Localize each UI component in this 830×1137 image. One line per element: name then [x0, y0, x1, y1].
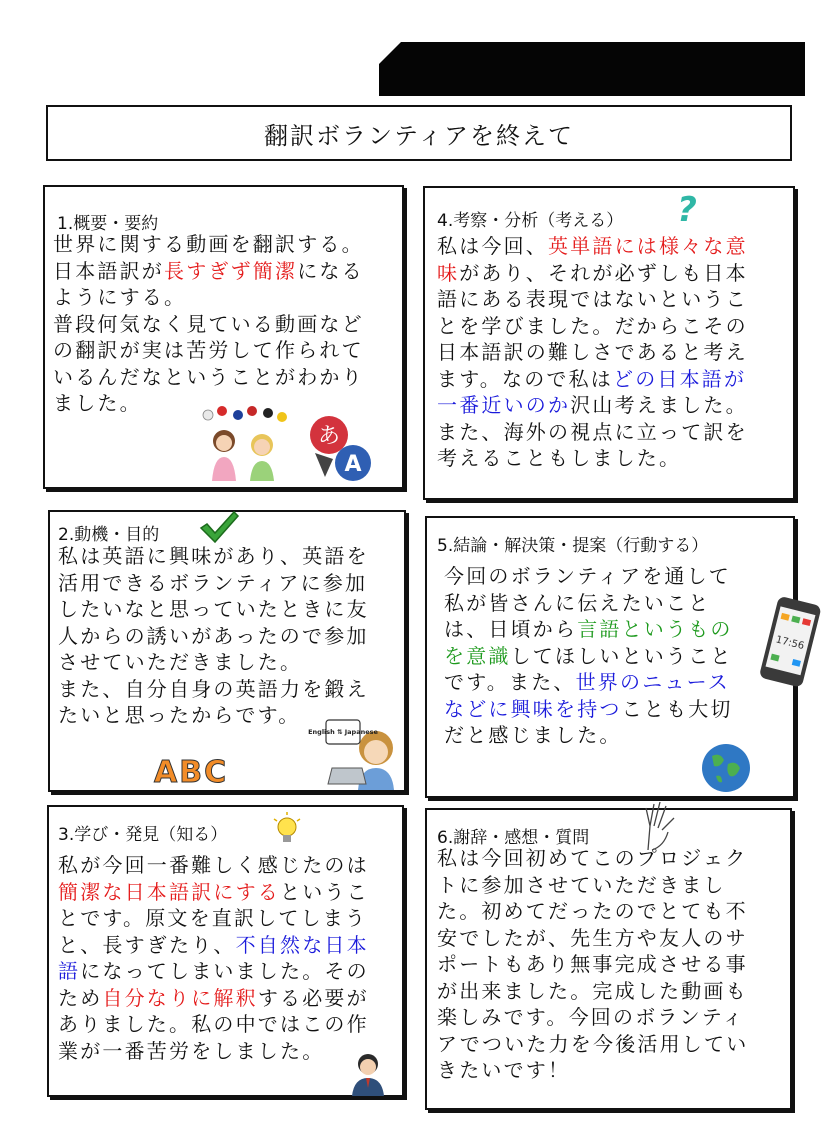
text-line	[444, 563, 733, 590]
text-segment: 考えることもしました。	[437, 446, 682, 470]
text-segment: 今回のボランティアを通して	[444, 564, 731, 588]
text-line	[53, 231, 364, 258]
section-1-heading: 1.概要・要約	[57, 214, 159, 234]
section-3-heading: 3.学び・発見（知る）	[58, 825, 228, 845]
highlighted-text: 英単語には様々な意	[548, 234, 748, 258]
text-segment: 世界に関する動画を翻訳する。	[53, 232, 364, 256]
raised-hand-sketch	[634, 796, 686, 852]
text-segment: ため	[58, 985, 103, 1010]
text-line	[53, 284, 364, 311]
highlighted-text: 語	[58, 959, 81, 983]
text-line	[437, 978, 748, 1005]
highlighted-text: 世界のニュース	[575, 670, 731, 694]
check-mark-icon	[198, 510, 240, 544]
text-line	[58, 852, 369, 879]
text-segment: また、自分自身の英語力を鍛え	[58, 676, 369, 701]
text-segment: と、長すぎたり、	[58, 932, 236, 957]
highlighted-text: 簡潔な日本語訳にする	[58, 879, 280, 904]
text-segment: してほしいということ	[510, 643, 733, 668]
student-laptop-illustration	[308, 718, 404, 790]
text-line	[58, 676, 369, 703]
text-line	[437, 898, 748, 925]
question-mark-icon	[672, 190, 702, 230]
text-line	[58, 649, 369, 676]
section-6-heading: 6.謝辞・感想・質問	[437, 828, 590, 848]
text-line	[437, 951, 748, 978]
text-segment: があり、それが必ずしも日本	[459, 260, 748, 285]
text-segment: が出来ました。完成した動画も	[437, 978, 748, 1003]
text-line	[53, 337, 364, 364]
highlighted-text: 味	[437, 260, 460, 285]
text-line	[437, 260, 748, 287]
section-2-text	[58, 543, 369, 729]
text-segment: たいと思ったからです。	[58, 703, 301, 727]
abc-letters-illustration	[152, 752, 244, 788]
text-line	[437, 339, 748, 366]
text-line	[437, 1057, 748, 1084]
text-segment: 日本語訳が	[53, 258, 164, 283]
text-line	[58, 879, 369, 906]
section-4-heading: 4.考察・分析（考える）	[437, 211, 624, 231]
text-segment: 私は今回初めてこのプロジェク	[437, 846, 748, 870]
text-line	[437, 366, 748, 393]
text-line	[58, 1038, 369, 1065]
text-segment: トに参加させていただきまし	[437, 872, 726, 897]
page-title	[46, 105, 792, 161]
header-black-tab	[379, 42, 805, 96]
section-5-heading: 5.結論・解決策・提案（行動する）	[437, 536, 709, 556]
text-line	[58, 623, 369, 650]
section-4-text	[437, 233, 748, 472]
text-segment: アでついた力を今後活用してい	[437, 1031, 749, 1056]
text-line	[444, 590, 733, 617]
text-segment: ことも大切	[621, 696, 733, 721]
text-line	[444, 696, 733, 723]
highlighted-text: を意識	[444, 643, 511, 668]
text-segment: です。また、	[444, 670, 576, 694]
text-line	[58, 543, 369, 570]
text-segment: た。初めてだったのでとても不	[437, 899, 748, 923]
translate-latin-glyph: A	[344, 452, 362, 477]
text-line	[58, 958, 369, 985]
text-segment: とを学びました。だからこその	[437, 313, 748, 338]
text-line	[58, 985, 369, 1012]
text-line	[437, 313, 748, 340]
section-5-text	[444, 563, 733, 749]
text-segment: 普段何気なく見ている動画など	[53, 311, 364, 336]
text-segment: 人からの誘いがあったので参加	[58, 623, 369, 648]
text-line	[444, 669, 733, 696]
text-segment: させていただきました。	[58, 650, 303, 674]
text-segment: は、日頃から	[444, 617, 578, 641]
highlighted-text: 長すぎず簡潔	[164, 258, 298, 283]
text-line	[58, 1011, 369, 1038]
abc-letters-text: ABC	[154, 755, 229, 790]
text-line	[437, 1004, 748, 1031]
text-segment: 安でしたが、先生方や友人のサ	[437, 925, 748, 950]
text-segment: する必要が	[257, 985, 369, 1010]
text-line	[437, 392, 748, 419]
text-line	[58, 905, 369, 932]
text-segment: 楽しみです。今回のボランティ	[437, 1005, 745, 1029]
text-line	[437, 845, 748, 872]
text-segment: だと感じました。	[444, 723, 622, 747]
highlighted-text: 一番近いのか	[437, 393, 571, 417]
smartphone-illustration	[758, 596, 824, 690]
globe-icon	[700, 742, 752, 794]
highlighted-text: などに興味を持つ	[444, 696, 622, 721]
section-3-text	[58, 852, 369, 1064]
text-segment: 業が一番苦労をしました。	[58, 1038, 325, 1063]
title-text: 翻訳ボランティアを終えて	[263, 121, 575, 150]
phone-time-text: 17:56	[774, 634, 806, 653]
translate-icon	[303, 413, 373, 485]
text-segment: というこ	[280, 879, 369, 904]
text-segment: 私が今回一番難しく感じたのは	[58, 853, 369, 877]
text-line	[437, 445, 748, 472]
text-segment: 語にある表現ではないというこ	[437, 287, 748, 311]
text-segment: ありました。私の中ではこの作	[58, 1012, 369, 1036]
text-segment: ようにする。	[53, 285, 187, 309]
translate-hiragana-glyph: あ	[317, 424, 341, 449]
text-segment: いるんだなということがわかり	[53, 364, 364, 389]
text-segment: 私は今回、	[437, 234, 548, 258]
text-line	[53, 364, 364, 391]
text-segment: きたいです！	[437, 1058, 571, 1082]
text-segment: 私は英語に興味があり、英語を	[58, 544, 369, 568]
text-segment: ます。なので私は	[437, 366, 613, 391]
text-line	[58, 596, 369, 623]
text-segment: また、海外の視点に立って訳を	[437, 419, 748, 444]
people-flags-illustration	[196, 405, 296, 483]
section-6-text	[437, 845, 748, 1084]
businessman-illustration	[350, 1052, 386, 1096]
section-1-text	[53, 231, 364, 417]
text-line	[58, 570, 369, 597]
text-line	[444, 722, 733, 749]
text-line	[53, 311, 364, 338]
question-mark-glyph: ?	[677, 190, 697, 230]
text-segment: 日本語訳の難しさであると考え	[437, 340, 748, 364]
text-segment: 活用できるボランティアに参加	[58, 570, 368, 595]
highlighted-text: 不自然な日本	[235, 932, 369, 957]
section-2-heading: 2.動機・目的	[58, 525, 160, 545]
text-segment: の翻訳が実は苦労して作られて	[53, 338, 364, 362]
text-segment: したいなと思っていたときに友	[58, 597, 369, 621]
text-line	[58, 932, 369, 959]
text-line	[53, 258, 364, 285]
highlighted-text: 自分なりに解釈	[102, 985, 258, 1010]
laptop-sticker-text: English ⇅ Japanese	[308, 728, 378, 736]
text-segment: とです。原文を直訳してしまう	[58, 906, 368, 930]
text-line	[437, 286, 748, 313]
text-line	[444, 616, 733, 643]
text-line	[437, 419, 748, 446]
text-segment: 沢山考えました。	[570, 393, 748, 417]
text-segment: 私が皆さんに伝えたいこと	[444, 590, 711, 615]
text-line	[437, 925, 748, 952]
text-segment: になる	[297, 258, 364, 283]
highlighted-text: どの日本語が	[613, 366, 747, 391]
text-line	[437, 872, 748, 899]
highlighted-text: 言語というもの	[577, 617, 733, 641]
text-line	[437, 1031, 748, 1058]
text-segment: になってしまいました。その	[80, 959, 369, 983]
text-segment: ました。	[53, 391, 142, 415]
light-bulb-icon	[270, 810, 304, 850]
text-line	[444, 643, 733, 670]
text-segment: ポートもあり無事完成させる事	[437, 952, 748, 976]
text-line	[437, 233, 748, 260]
